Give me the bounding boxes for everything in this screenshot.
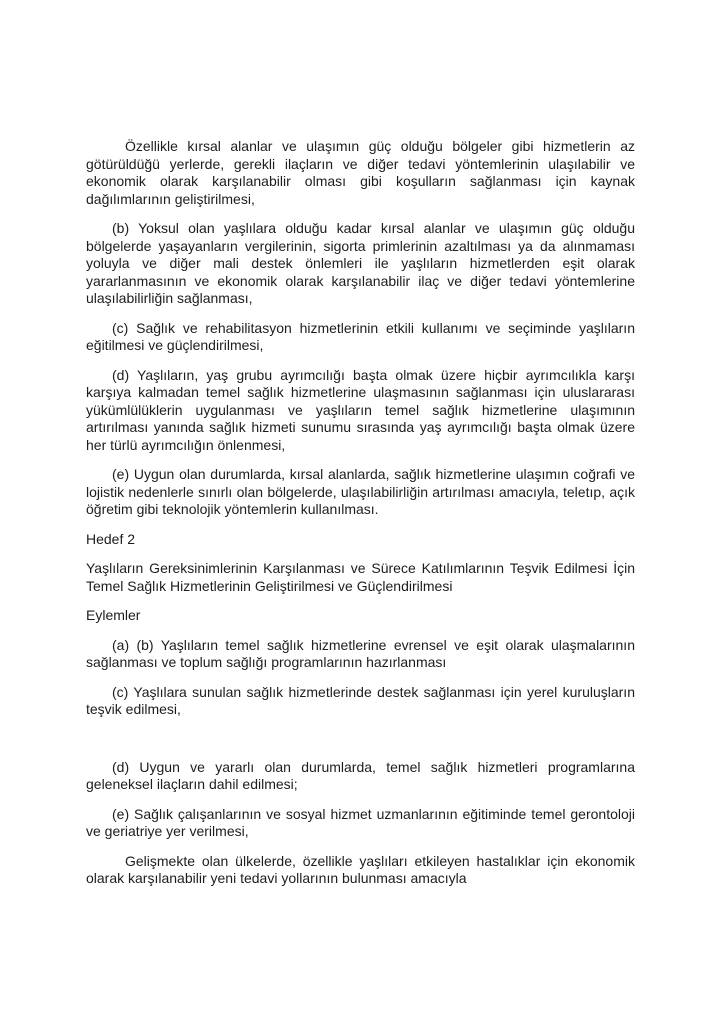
paragraph-resource-allocation: Özellikle kırsal alanlar ve ulaşımın güç olduğu bölgeler gibi hizmetlerin az götürüldüğü yerlerde, gerekli ilaçların ve diğer tedavi yöntemlerinin ulaşılabilir ve ekonomik olarak karşılanabilir olması gibi koşulların sağlanması için kaynak dağılımlarının geliştirilmesi, bbox=[86, 138, 635, 207]
paragraph-eylem-a-b: (a) (b) Yaşlıların temel sağlık hizmetlerine evrensel ve eşit olarak ulaşmalarının sağlanması ve toplum sağlığı programlarının hazırlanması bbox=[86, 636, 635, 670]
paragraph-item-d: (d) Yaşlıların, yaş grubu ayrımcılığı başta olmak üzere hiçbir ayrımcılıkla karşı karşıya kalmadan temel sağlık hizmetlerine ulaşmasının sağlanması için uluslararası yükümlülüklerin uygulanması ve yaşlıların temel sağlık hizmetlerine ulaşımının artırılması yanında sağlık hizmeti sunumu sırasında yaş ayrımcılığı başta olmak üzere her türlü ayrımcılığın önlenmesi, bbox=[86, 366, 635, 453]
paragraph-eylem-e: (e) Sağlık çalışanlarının ve sosyal hizmet uzmanlarının eğitiminde temel gerontoloji ve geriatriye yer verilmesi, bbox=[86, 805, 635, 839]
section-heading-hedef-2: Hedef 2 bbox=[86, 530, 136, 547]
paragraph-eylem-c: (c) Yaşlılara sunulan sağlık hizmetlerinde destek sağlanması için yerel kuruluşların teşvik edilmesi, bbox=[86, 683, 635, 717]
paragraph-eylem-d: (d) Uygun ve yararlı olan durumlarda, temel sağlık hizmetleri programlarına geleneksel ilaçların dahil edilmesi; bbox=[86, 758, 635, 792]
paragraph-item-b: (b) Yoksul olan yaşlılara olduğu kadar kırsal alanlar ve ulaşımın güç olduğu bölgelerde yaşayanların vergilerinin, sigorta primlerinin azaltılması ya da alınmaması yoluyla ve diğer mali destek önlemleri ile yaşlıların hizmetlerden eşit olarak yararlanmasının ve ekonomik olarak karşılanabilir ilaç ve diğer tedavi yöntemlerine ulaşılabilirliğin sağlanması, bbox=[86, 220, 635, 306]
paragraph-item-c: (c) Sağlık ve rehabilitasyon hizmetlerinin etkili kullanımı ve seçiminde yaşlıların eğitilmesi ve güçlendirilmesi, bbox=[86, 319, 635, 353]
paragraph-developing-countries: Gelişmekte olan ülkelerde, özellikle yaşlıları etkileyen hastalıklar için ekonomik olarak karşılanabilir yeni tedavi yollarının bulunması amacıyla bbox=[86, 852, 635, 886]
paragraph-item-e: (e) Uygun olan durumlarda, kırsal alanlarda, sağlık hizmetlerine ulaşımın coğrafi ve lojistik nedenlerle sınırlı olan bölgelerde, ulaşılabilirliğin artırılması amacıyla, teletıp, açık öğretim gibi teknolojik yöntemlerin kullanılması. bbox=[86, 466, 635, 517]
section-title-hedef-2: Yaşlıların Gereksinimlerinin Karşılanması ve Sürece Katılımlarının Teşvik Edilmesi İçin Temel Sağlık Hizmetlerinin Geliştirilmesi ve Güçlendirilmesi bbox=[86, 560, 635, 594]
section-heading-eylemler: Eylemler bbox=[86, 607, 141, 623]
